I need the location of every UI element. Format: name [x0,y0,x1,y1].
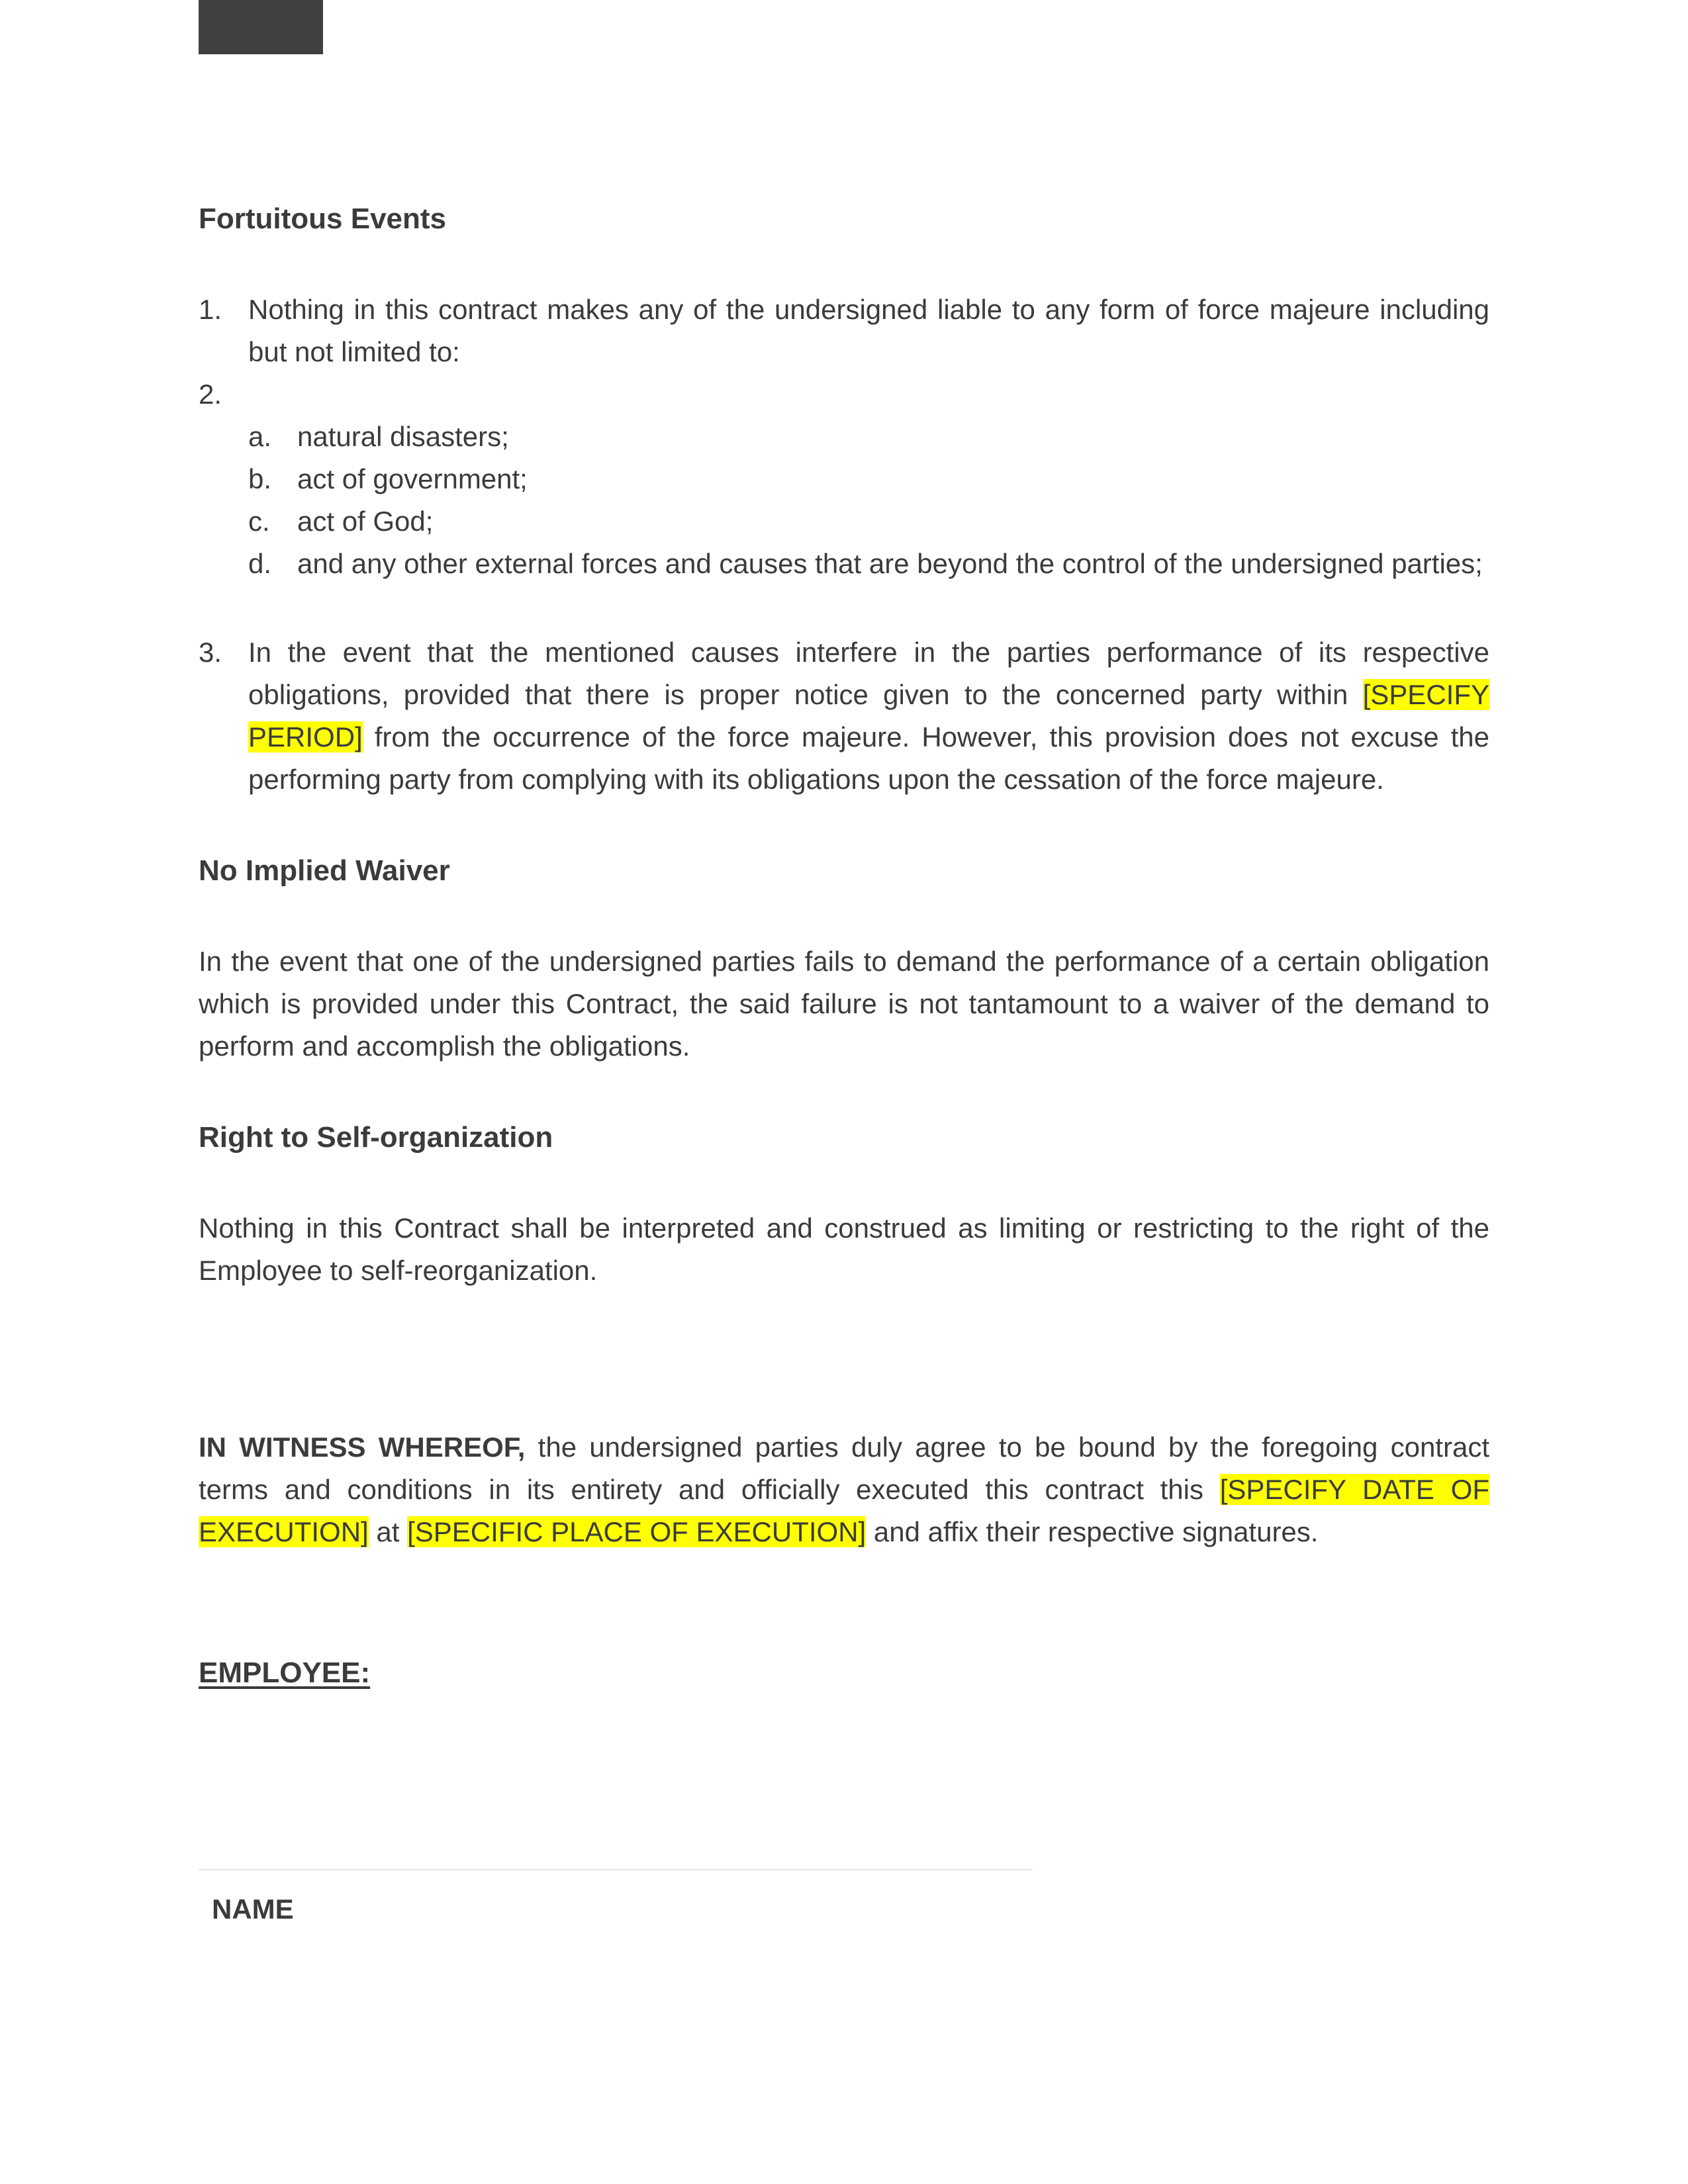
paragraph-right-to-self-organization: Nothing in this Contract shall be interpreted and construed as limiting or restricting to the right of the Employee to self-reorganization. [199,1212,1489,1286]
section-heading-fortuitous-events: Fortuitous Events [199,203,447,235]
list-item-text: Nothing in this contract makes any of the undersigned liable to any form of force majeure including but not limited to: [248,294,1489,367]
header-tab-block [199,0,323,54]
item3-text-before: In the event that the mentioned causes interfere in the parties performance of its respective obligations, provided that there is proper notice given to the concerned party within [248,637,1489,710]
sub-list-letter: d. [248,548,272,579]
list-number: 1. [199,294,222,325]
placeholder-specify-period: [SPECIFY PERIOD] [248,679,1489,752]
employee-label: EMPLOYEE: [199,1657,371,1689]
sub-list-item-a [248,416,1489,458]
sub-list-letter: c. [248,506,270,537]
list-number: 2. [199,379,222,410]
item3-text-after: from the occurrence of the force majeure. However, this provision does not excuse the performing party from complying with its obligations upon the cessation of the force majeure. [248,721,1489,795]
name-label: NAME [212,1893,294,1925]
sub-list-item-c [248,500,1489,543]
placeholder-place-of-execution: [SPECIFIC PLACE OF EXECUTION] [407,1516,867,1547]
witness-text-1: the undersigned parties duly agree to be bound by the foregoing contract terms and conditions in its entirety and officially executed this contract this [199,1432,1489,1505]
paragraph-in-witness-whereof [199,1426,1489,1553]
sub-list-text: natural disasters; [297,421,509,452]
sub-list-item-d [248,543,1489,585]
signature-line [199,1869,1033,1870]
list-number: 3. [199,637,222,668]
placeholder-date-of-execution: [SPECIFY DATE OF EXECUTION] [199,1474,1489,1547]
paragraph-no-implied-waiver: In the event that one of the undersigned parties fails to demand the performance of a certain obligation which is provided under this Contract, the said failure is not tantamount to a waiver of the demand to perform and accomplish the obligations. [199,946,1489,1062]
witness-text-2: at [368,1516,408,1547]
sub-list-letter: a. [248,421,272,452]
sub-list-text: act of government; [297,463,528,494]
sub-list-item-b [248,458,1489,500]
witness-bold-lead: IN WITNESS WHEREOF, [199,1432,526,1463]
list-item-text [248,631,1489,801]
section-heading-right-to-self-organization: Right to Self-organization [199,1121,553,1154]
sub-list-text: act of God; [297,506,434,537]
sub-list-letter: b. [248,463,272,494]
sub-list-text: and any other external forces and causes that are beyond the control of the undersigned parties; [297,548,1483,579]
witness-text-3: and affix their respective signatures. [866,1516,1319,1547]
section-heading-no-implied-waiver: No Implied Waiver [199,854,450,887]
